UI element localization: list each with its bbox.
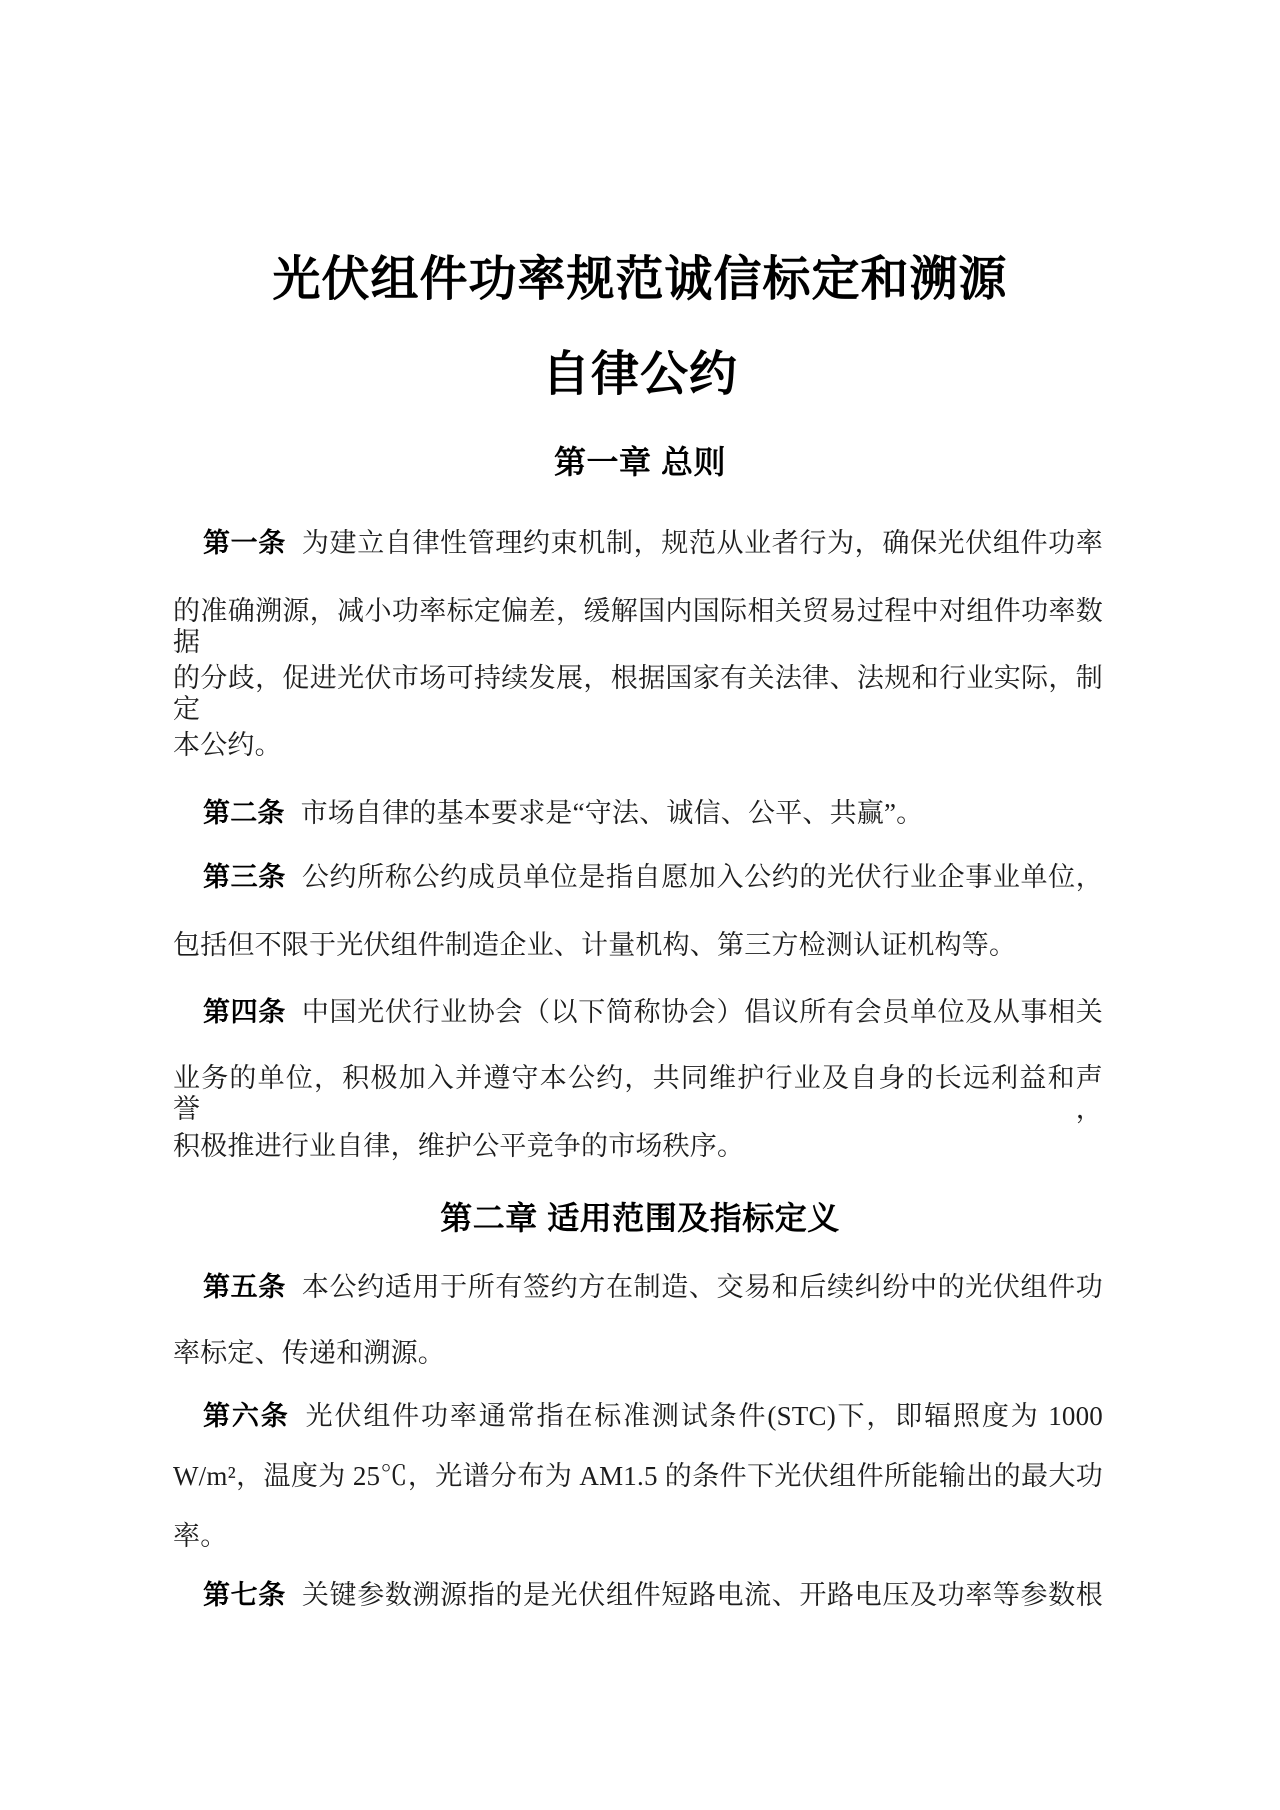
article-2-text-1: 市场自律的基本要求是“守法、诚信、公平、共赢”。 — [300, 798, 924, 828]
article-7-label: 第七条 — [203, 1580, 286, 1610]
article-1-line-2: 的准确溯源，减小功率标定偏差，缓解国内国际相关贸易过程中对组件功率数据 — [173, 596, 1103, 658]
article-5-line-1 — [173, 1272, 1103, 1303]
article-4-label: 第四条 — [203, 997, 286, 1027]
article-2-line-1 — [173, 798, 1103, 829]
article-6-line-2: W/m²，温度为 25℃，光谱分布为 AM1.5 的条件下光伏组件所能输出的最大功 — [173, 1461, 1103, 1491]
article-6-text-1: 光伏组件功率通常指在标准测试条件(STC)下，即辐照度为 1000 — [305, 1401, 1103, 1431]
article-3-label: 第三条 — [203, 862, 286, 892]
article-2-label: 第二条 — [203, 798, 285, 828]
article-1-text-1: 为建立自律性管理约束机制，规范从业者行为，确保光伏组件功率 — [301, 528, 1103, 558]
article-5-label: 第五条 — [203, 1272, 286, 1302]
article-6-line-1 — [173, 1401, 1103, 1432]
article-4-line-3: 积极推进行业自律，维护公平竞争的市场秩序。 — [173, 1131, 745, 1161]
article-1-line-1 — [173, 528, 1103, 559]
document-title-line-1: 光伏组件功率规范诚信标定和溯源 — [272, 253, 1008, 306]
document-title-line-2: 自律公约 — [541, 348, 738, 401]
article-3-line-1 — [173, 862, 1103, 893]
article-5-text-1: 本公约适用于所有签约方在制造、交易和后续纠纷中的光伏组件功 — [301, 1272, 1103, 1302]
chapter-1-heading: 第一章 总则 — [554, 444, 726, 480]
article-4-line-1 — [173, 997, 1103, 1028]
chapter-2-heading: 第二章 适用范围及指标定义 — [440, 1200, 840, 1236]
article-3-text-1: 公约所称公约成员单位是指自愿加入公约的光伏行业企事业单位， — [301, 862, 1103, 892]
article-4-text-1: 中国光伏行业协会（以下简称协会）倡议所有会员单位及从事相关 — [301, 997, 1103, 1027]
article-1-line-4: 本公约。 — [173, 730, 282, 760]
article-6-line-3: 率。 — [173, 1521, 228, 1551]
article-1-line-3: 的分歧，促进光伏市场可持续发展，根据国家有关法律、法规和行业实际，制定 — [173, 663, 1103, 725]
article-7-line-1 — [173, 1580, 1103, 1611]
article-7-text-1: 关键参数溯源指的是光伏组件短路电流、开路电压及功率等参数根 — [301, 1580, 1103, 1610]
article-5-line-2: 率标定、传递和溯源。 — [173, 1338, 445, 1368]
article-3-line-2: 包括但不限于光伏组件制造企业、计量机构、第三方检测认证机构等。 — [173, 930, 1017, 960]
article-6-label: 第六条 — [203, 1401, 290, 1431]
article-1-label: 第一条 — [203, 528, 286, 558]
article-4-line-2: 业务的单位，积极加入并遵守本公约，共同维护行业及自身的长远利益和声誉， — [173, 1063, 1103, 1125]
